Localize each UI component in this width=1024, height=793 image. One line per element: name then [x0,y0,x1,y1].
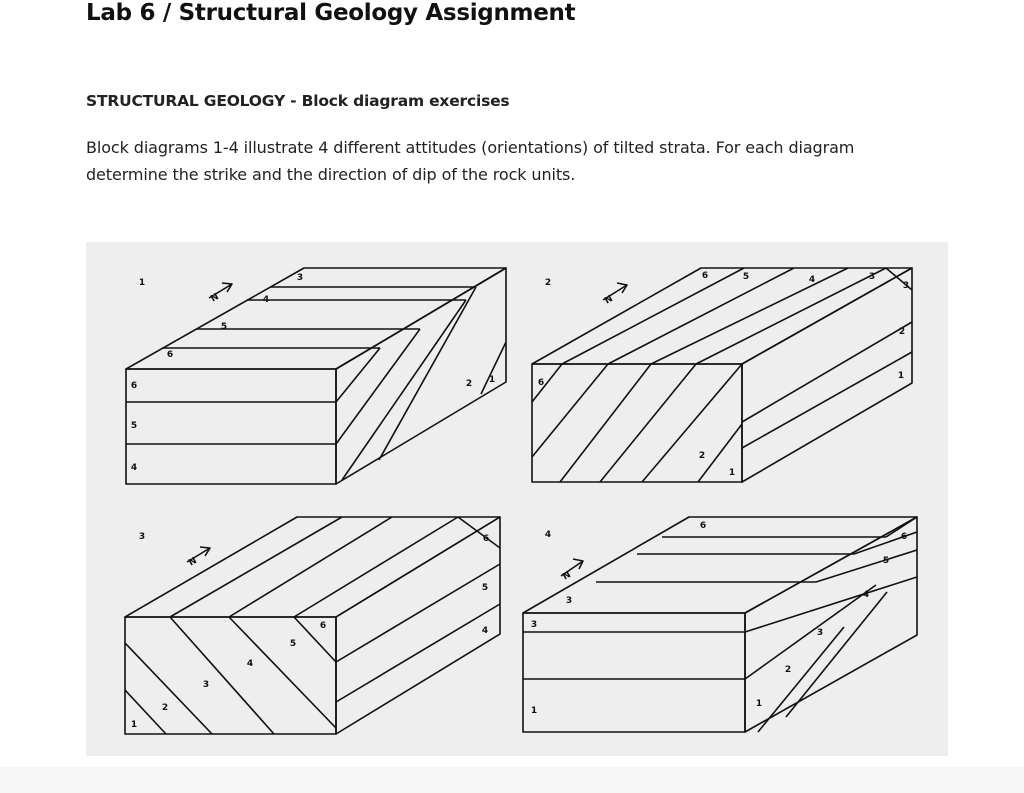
svg-text:6: 6 [537,378,545,388]
svg-text:6: 6 [482,534,490,544]
svg-text:3: 3 [868,272,876,282]
svg-text:5: 5 [742,272,750,282]
svg-text:3: 3 [816,628,824,638]
svg-text:2: 2 [698,451,706,461]
svg-text:3: 3 [202,680,210,690]
svg-text:3: 3 [296,273,304,283]
svg-text:2: 2 [784,665,792,675]
svg-text:3: 3 [530,620,538,630]
svg-text:1: 1 [130,720,138,730]
svg-text:N: N [209,292,221,305]
svg-text:1: 1 [488,375,496,385]
svg-text:3: 3 [902,281,910,291]
svg-text:4: 4 [481,626,489,636]
svg-text:N: N [603,294,615,307]
front-face [523,613,745,732]
svg-text:6: 6 [130,381,138,391]
diagram-number: 3 [138,532,146,542]
svg-text:4: 4 [862,590,870,600]
svg-text:1: 1 [728,468,736,478]
svg-text:1: 1 [755,699,763,709]
svg-text:6: 6 [319,621,327,631]
svg-text:3: 3 [565,596,573,606]
top-face [126,268,506,369]
north-arrow-icon [561,559,583,582]
top-face [125,517,500,617]
front-face [126,369,336,484]
svg-text:5: 5 [130,421,138,431]
svg-text:1: 1 [897,371,905,381]
page-bottom-band [0,767,1024,793]
svg-text:1: 1 [530,706,538,716]
svg-text:4: 4 [246,659,254,669]
svg-text:4: 4 [808,275,816,285]
svg-text:2: 2 [465,379,473,389]
svg-text:N: N [561,570,573,583]
instructions-paragraph: Block diagrams 1-4 illustrate 4 different attitudes (orientations) of tilted strata. For each diagram determine the strike and the direction of dip of the rock units. [86,138,855,184]
block-diagrams-svg [86,242,948,756]
svg-text:6: 6 [701,271,709,281]
svg-text:2: 2 [161,703,169,713]
side-face [336,517,500,734]
document-title: Lab 6 / Structural Geology Assignment [86,0,576,26]
north-arrow-icon [209,283,232,304]
svg-text:6: 6 [699,521,707,531]
svg-text:6: 6 [166,350,174,360]
side-face [742,268,912,482]
block-diagram-1 [126,268,506,484]
svg-text:5: 5 [220,322,228,332]
diagram-number: 1 [138,278,146,288]
diagram-number: 4 [544,530,552,540]
svg-text:N: N [187,556,199,569]
svg-text:5: 5 [882,556,890,566]
section-heading: STRUCTURAL GEOLOGY - Block diagram exercises [86,92,510,110]
svg-text:5: 5 [289,639,297,649]
block-diagram-4 [523,517,917,732]
diagram-number: 2 [544,278,552,288]
block-diagram-3 [125,517,500,734]
svg-text:2: 2 [898,327,906,337]
svg-text:4: 4 [130,463,138,473]
block-diagram-2 [532,268,912,482]
svg-text:4: 4 [262,295,270,305]
block-diagram-figure [86,242,948,756]
svg-text:5: 5 [481,583,489,593]
north-arrow-icon [603,283,627,306]
north-arrow-icon [187,547,210,568]
svg-text:6: 6 [900,532,908,542]
